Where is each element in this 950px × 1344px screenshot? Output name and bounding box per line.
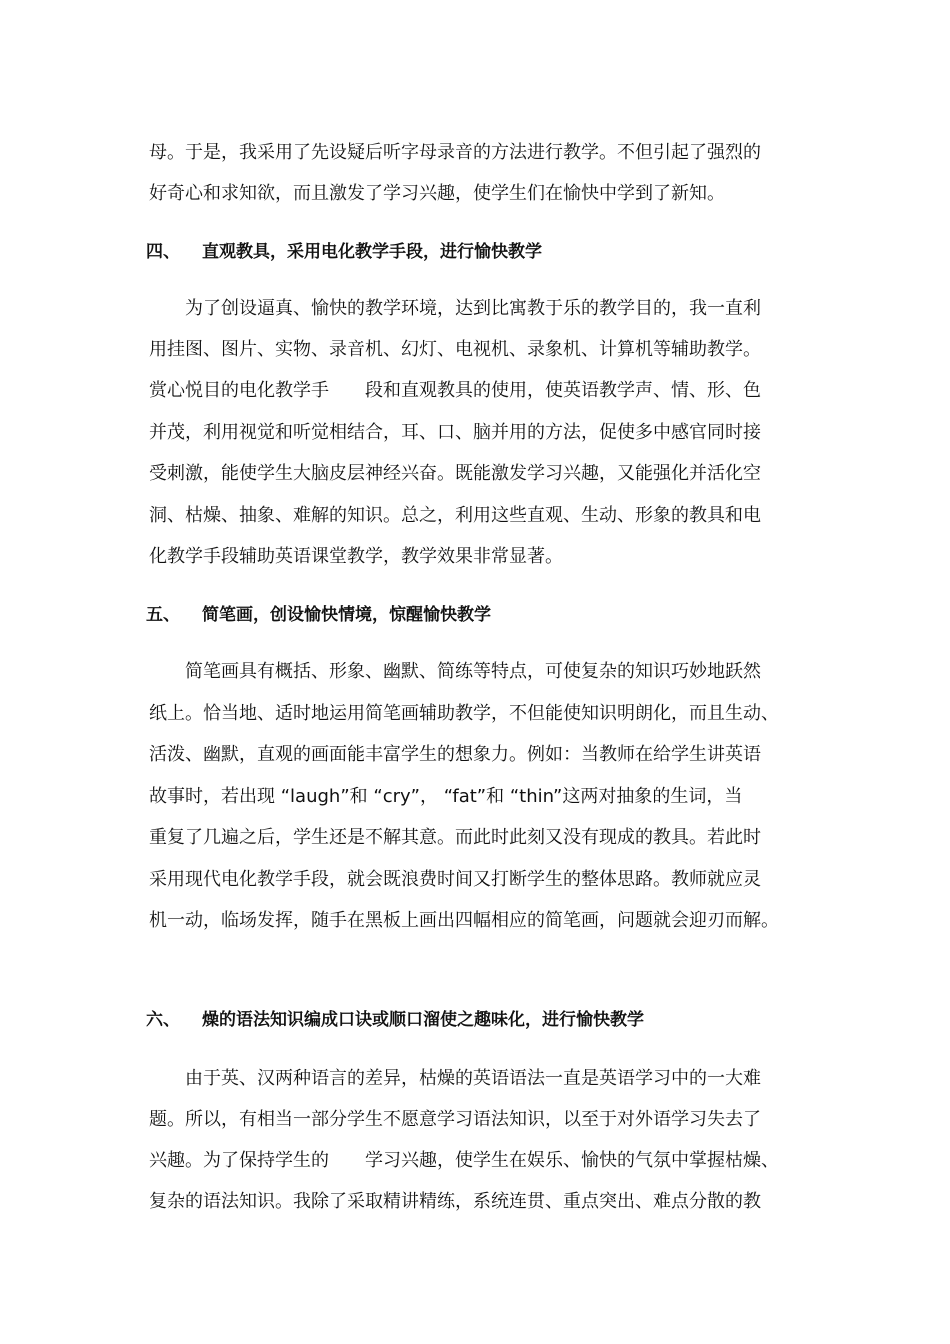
paragraph-line: 为了创设逼真、愉快的教学环境，达到比寓教于乐的教学目的，我一直利 xyxy=(149,298,761,319)
paragraph-line: 兴趣。为了保持学生的 学习兴趣，使学生在娱乐、愉快的气氛中掌握枯燥、 xyxy=(149,1150,779,1171)
paragraph-line: 洞、枯燥、抽象、难解的知识。总之，利用这些直观、生动、形象的教具和电 xyxy=(149,505,761,526)
paragraph-line: 用挂图、图片、实物、录音机、幻灯、电视机、录象机、计算机等辅助教学。 xyxy=(149,339,761,360)
paragraph-line: 母。于是，我采用了先设疑后听字母录音的方法进行教学。不但引起了强烈的 xyxy=(149,142,761,163)
paragraph-line: 重复了几遍之后，学生还是不解其意。而此时此刻又没有现成的教具。若此时 xyxy=(149,827,761,848)
paragraph-line: 机一动，临场发挥，随手在黑板上画出四幅相应的简笔画，问题就会迎刃而解。 xyxy=(149,910,779,931)
paragraph-line: 并茂，利用视觉和听觉相结合，耳、口、脑并用的方法，促使多中感官同时接 xyxy=(149,422,761,443)
paragraph-line: 简笔画具有概括、形象、幽默、简练等特点，可使复杂的知识巧妙地跃然 xyxy=(149,661,761,682)
paragraph-line: 题。所以，有相当一部分学生不愿意学习语法知识，以至于对外语学习失去了 xyxy=(149,1109,761,1130)
section-title: 燥的语法知识编成口诀或顺口溜使之趣味化，进行愉快教学 xyxy=(202,1010,644,1030)
paragraph-line: 复杂的语法知识。我除了采取精讲精练，系统连贯、重点突出、难点分散的教 xyxy=(149,1191,761,1212)
section-6-heading xyxy=(146,1008,644,1032)
paragraph-line: 纸上。恰当地、适时地运用简笔画辅助教学，不但能使知识明朗化，而且生动、 xyxy=(149,703,779,724)
paragraph-line: 受刺激，能使学生大脑皮层神经兴奋。既能激发学习兴趣，又能强化并活化空 xyxy=(149,463,761,484)
paragraph-line: 采用现代电化教学手段，就会既浪费时间又打断学生的整体思路。教师就应灵 xyxy=(149,869,761,890)
paragraph-line: 故事时，若出现 “laugh”和 “cry”， “fat”和 “thin”这两对抽象的生词，当 xyxy=(149,786,743,807)
section-5-heading xyxy=(146,603,491,627)
paragraph-line: 赏心悦目的电化教学手 段和直观教具的使用，使英语教学声、情、形、色 xyxy=(149,380,761,401)
paragraph-line: 活泼、幽默，直观的画面能丰富学生的想象力。例如：当教师在给学生讲英语 xyxy=(149,744,761,765)
paragraph-line: 化教学手段辅助英语课堂教学，教学效果非常显著。 xyxy=(149,546,563,567)
section-number: 四、 xyxy=(146,242,180,262)
paragraph-line: 好奇心和求知欲，而且激发了学习兴趣，使学生们在愉快中学到了新知。 xyxy=(149,183,725,204)
section-title: 直观教具，采用电化教学手段，进行愉快教学 xyxy=(202,242,542,262)
section-title: 简笔画，创设愉快情境，惊醒愉快教学 xyxy=(202,605,491,625)
section-number: 五、 xyxy=(146,605,180,625)
paragraph-line: 由于英、汉两种语言的差异，枯燥的英语语法一直是英语学习中的一大难 xyxy=(149,1068,761,1089)
section-number: 六、 xyxy=(146,1010,180,1030)
section-4-heading xyxy=(146,240,542,264)
